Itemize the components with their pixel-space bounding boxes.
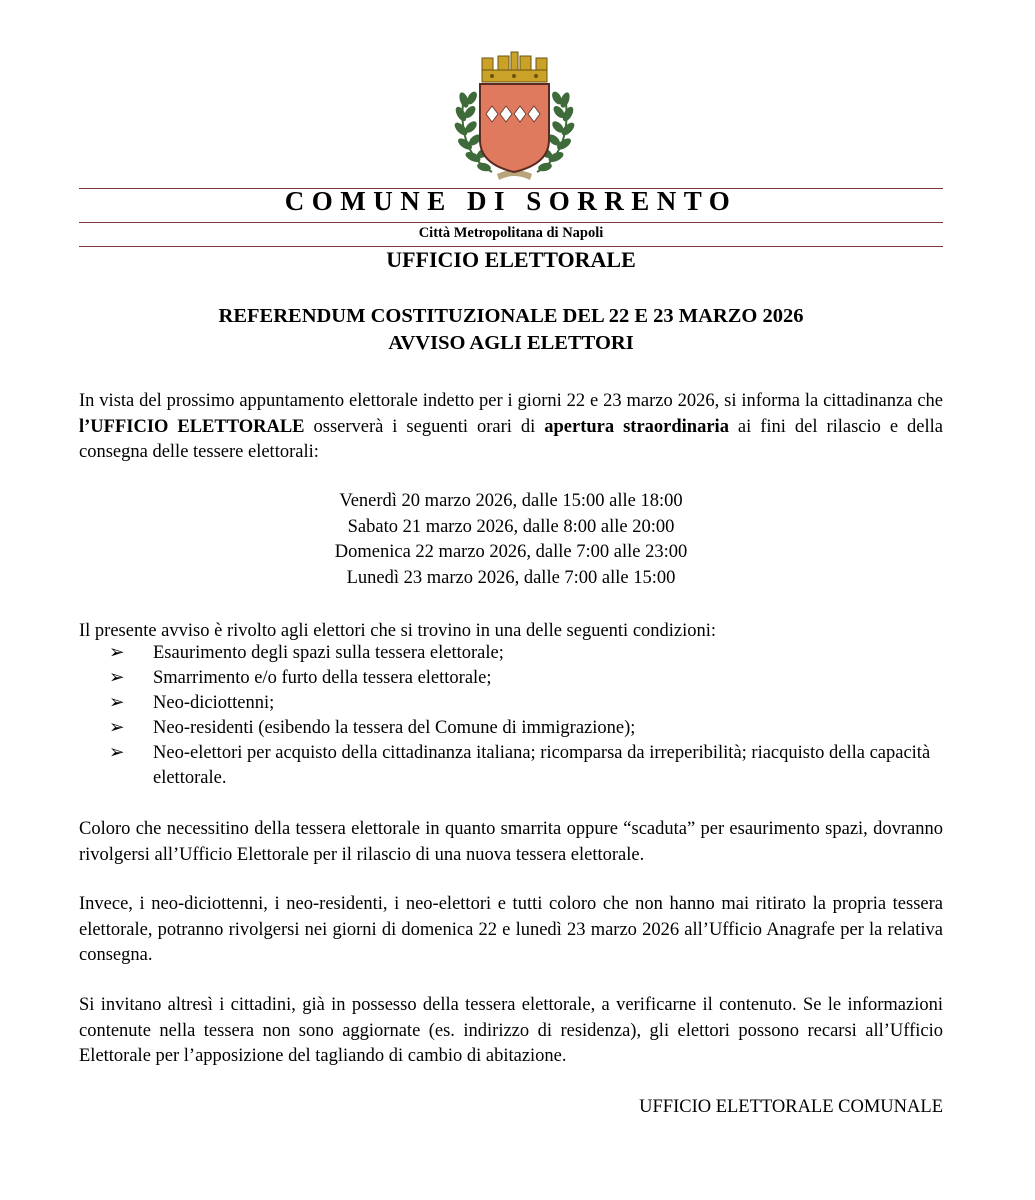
arrow-bullet-icon: ➢ [109,643,125,663]
list-item-text: Neo-elettori per acquisto della cittadinanza italiana; ricomparsa da irreperibilità; riacquisto della capacità elettorale. [153,743,931,788]
list-item-text: Esaurimento degli spazi sulla tessera elettorale; [153,643,504,663]
list-item [79,641,943,666]
conditions-list [79,641,943,791]
intro-paragraph [79,389,943,466]
arrow-bullet-icon: ➢ [109,718,125,738]
header-rule-middle [79,222,943,223]
shield-icon [480,84,549,172]
coat-of-arms-icon [452,50,577,185]
new-voters-paragraph: Invece, i neo-diciottenni, i neo-residenti, i neo-elettori e tutti coloro che non hanno mai ritirato la propria tessera elettorale, potranno rivolgersi nei giorni di domenica 22 e lunedì 23 marzo 2026 all’Ufficio Anagrafe per la relativa consegna. [79,894,943,965]
arrow-bullet-icon: ➢ [109,668,125,688]
notice-title: REFERENDUM COSTITUZIONALE DEL 22 E 23 MARZO 2026 [218,305,804,327]
schedule-line: Sabato 21 marzo 2026, dalle 8:00 alle 20:00 [347,516,675,537]
conditions-intro: Il presente avviso è rivolto agli elettori che si trovino in una delle seguenti condizioni: [79,621,717,641]
intro-text-1: In vista del prossimo appuntamento elettorale indetto per i giorni 22 e 23 marzo 2026, si informa la cittadinanza che [79,391,943,411]
list-item [79,716,943,741]
schedule-line: Venerdì 20 marzo 2026, dalle 15:00 alle 18:00 [339,491,683,511]
crown-icon [482,52,547,82]
arrow-bullet-icon: ➢ [109,693,125,713]
list-item-text: Neo-diciottenni; [153,693,275,713]
intro-bold-office: l’UFFICIO ELETTORALE [79,416,305,437]
lost-card-paragraph: Coloro che necessitino della tessera elettorale in quanto smarrita oppure “scaduta” per esaurimento spazi, dovranno rivolgersi all’Ufficio Elettorale per il rilascio di una nuova tessera elettorale. [79,819,943,865]
list-item [79,666,943,691]
verify-card-paragraph: Si invitano altresì i cittadini, già in possesso della tessera elettorale, a verificarne il contenuto. Se le informazioni contenute nella tessera non sono aggiornate (es. indirizzo di residenza), gli elettori possono recarsi all’Ufficio Elettorale per l’apposizione del tagliando di cambio di abitazione. [79,995,943,1066]
list-item [79,691,943,716]
metropolitan-city: Città Metropolitana di Napoli [418,225,604,241]
list-item-text: Smarrimento e/o furto della tessera elettorale; [153,668,492,688]
office-name: UFFICIO ELETTORALE [386,247,636,272]
list-item [79,741,943,791]
schedule-line: Lunedì 23 marzo 2026, dalle 7:00 alle 15:00 [346,567,676,588]
list-item-text: Neo-residenti (esibendo la tessera del Comune di immigrazione); [153,718,636,738]
intro-text-3: ai fini del rilascio e della consegna delle tessere elettorali: [79,416,943,462]
schedule-line: Domenica 22 marzo 2026, dalle 7:00 alle 23:00 [334,542,688,562]
intro-text-2: osserverà i seguenti orari di [304,416,545,437]
notice-subtitle: AVVISO AGLI ELETTORI [388,332,634,354]
arrow-bullet-icon: ➢ [109,743,125,763]
municipality-name: COMUNE DI SORRENTO [284,186,738,216]
intro-bold-opening: apertura straordinaria [544,416,729,437]
signature: UFFICIO ELETTORALE COMUNALE [639,1097,943,1117]
opening-schedule [79,489,943,591]
